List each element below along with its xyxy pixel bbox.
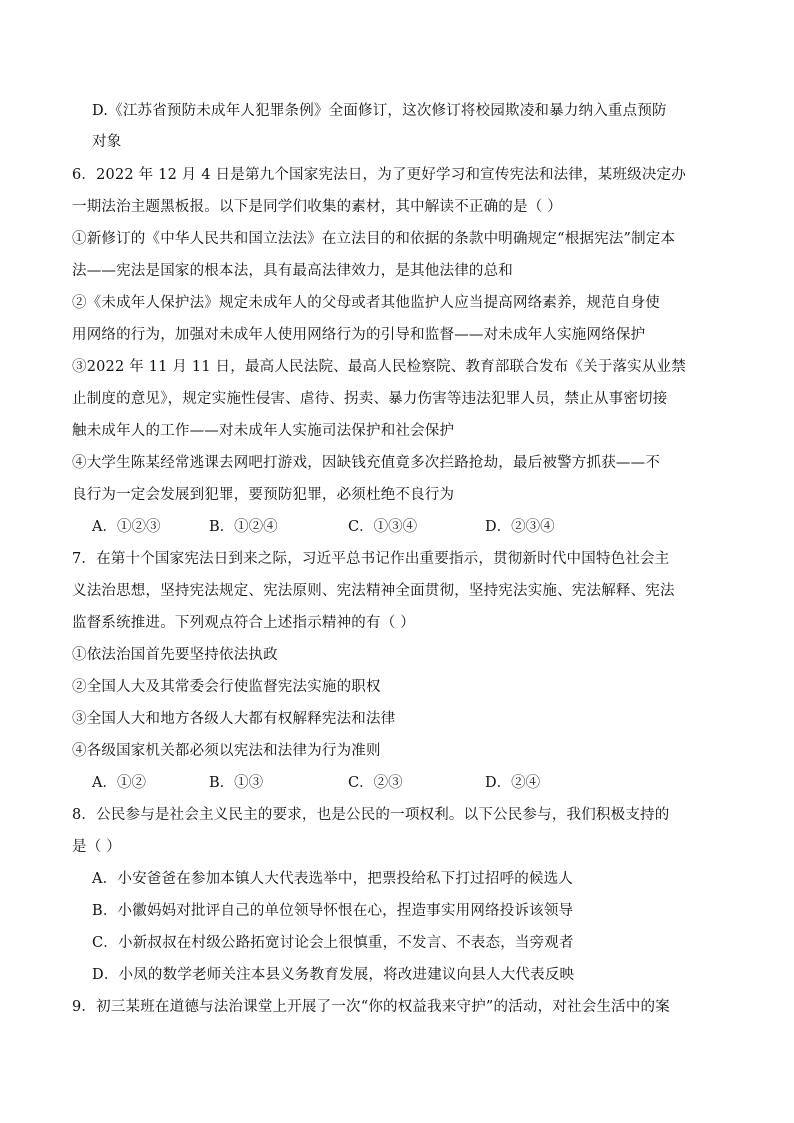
- q7-stem-line2: 义法治思想，坚持宪法规定、宪法原则、宪法精神全面贯彻，坚持宪法实施、宪法解释、宪法: [72, 583, 675, 599]
- q7-item3: ③全国人大和地方各级人大都有权解释宪法和法律: [72, 711, 396, 727]
- q6-item1-line2: 法——宪法是国家的根本法，具有最高法律效力，是其他法律的总和: [72, 263, 513, 279]
- q6-options: [92, 517, 732, 537]
- q6-item4-line2: 良行为一定会发展到犯罪，要预防犯罪，必须杜绝不良行为: [72, 487, 455, 503]
- q6-option-b: B．①②④: [209, 519, 278, 535]
- q6-option-d: D．②③④: [485, 519, 555, 535]
- q8-option-d: D．小凤的数学老师关注本县义务教育发展，将改进建议向县人大代表反映: [92, 967, 575, 983]
- q8-stem-line2: 是（ ）: [72, 839, 121, 855]
- q6-stem-line2: 一期法治主题黑板报。以下是同学们收集的素材，其中解读不正确的是（ ）: [72, 199, 562, 215]
- q6-item3-line2: 止制度的意见》，规定实施性侵害、虐待、拐卖、暴力伤害等违法犯罪人员，禁止从事密切接: [72, 391, 668, 407]
- q6-item2-line1: ②《未成年人保护法》规定未成年人的父母或者其他监护人应当提高网络素养，规范自身使: [72, 295, 660, 311]
- q5-option-d-line2: 对象: [92, 134, 122, 150]
- q6-stem-line1: 6．2022 年 12 月 4 日是第九个国家宪法日，为了更好学习和宣传宪法和法律，某班级决定办: [72, 167, 686, 183]
- q7-option-c: C．②③: [348, 775, 403, 791]
- q7-options: [92, 773, 732, 793]
- q6-item4-line1: ④大学生陈某经常逃课去网吧打游戏，因缺钱充值竟多次拦路抢劫，最后被警方抓获——不: [72, 455, 660, 471]
- q6-option-c: C．①③④: [348, 519, 418, 535]
- q8-stem-line1: 8．公民参与是社会主义民主的要求，也是公民的一项权利。以下公民参与，我们积极支持的: [72, 807, 670, 823]
- q6-option-a: A．①②③: [92, 519, 161, 535]
- q6-item1-line1: ①新修订的《中华人民共和国立法法》在立法目的和依据的条款中明确规定“根据宪法”制定本: [72, 231, 676, 247]
- q7-option-b: B．①③: [209, 775, 264, 791]
- q7-option-d: D．②④: [485, 775, 541, 791]
- q6-item3-line3: 触未成年人的工作——对未成年人实施司法保护和社会保护: [72, 423, 455, 439]
- q9-stem-line1: 9．初三某班在道德与法治课堂上开展了一次“你的权益我来守护”的活动，对社会生活中的案: [72, 999, 670, 1015]
- q8-option-c: C．小新叔叔在村级公路拓宽讨论会上很慎重，不发言、不表态，当旁观者: [92, 935, 574, 951]
- q7-item2: ②全国人大及其常委会行使监督宪法实施的职权: [72, 679, 381, 695]
- q7-stem-line3: 监督系统推进。下列观点符合上述指示精神的有（ ）: [72, 615, 415, 631]
- q7-option-a: A．①②: [92, 775, 146, 791]
- q7-item1: ①依法治国首先要坚持依法执政: [72, 647, 278, 663]
- q8-option-b: B．小徽妈妈对批评自己的单位领导怀恨在心，捏造事实用网络投诉该领导: [92, 903, 574, 919]
- q6-item3-line1: ③2022 年 11 月 11 日，最高人民法院、最高人民检察院、教育部联合发布《关于落实从业禁: [72, 359, 686, 375]
- q6-item2-line2: 用网络的行为，加强对未成年人使用网络行为的引导和监督——对未成年人实施网络保护: [72, 327, 646, 343]
- q7-stem-line1: 7．在第十个国家宪法日到来之际，习近平总书记作出重要指示，贯彻新时代中国特色社会主: [72, 551, 670, 567]
- q7-item4: ④各级国家机关都必须以宪法和法律为行为准则: [72, 743, 381, 759]
- q5-option-d-line1: D.《江苏省预防未成年人犯罪条例》全面修订，这次修订将校园欺凌和暴力纳入重点预防: [92, 103, 667, 119]
- q8-option-a: A．小安爸爸在参加本镇人大代表选举中，把票投给私下打过招呼的候选人: [92, 871, 574, 887]
